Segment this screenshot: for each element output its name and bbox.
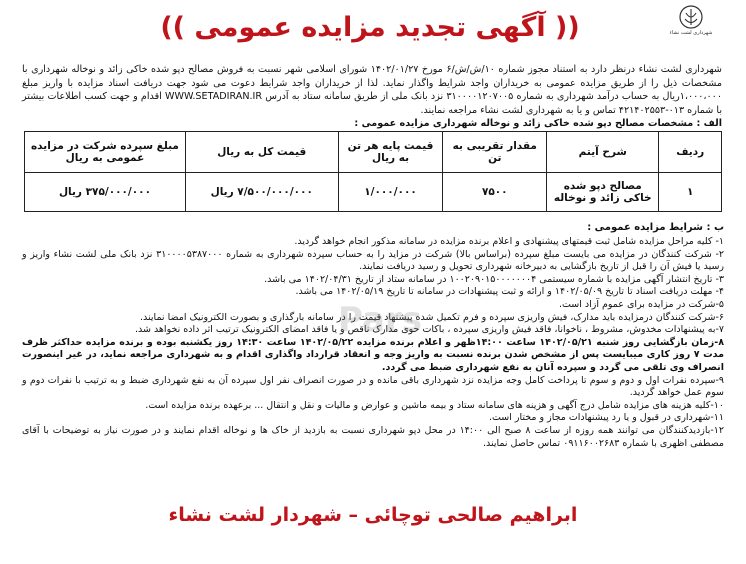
emblem-icon [678,4,704,30]
intro-section [22,63,722,131]
condition-item: ۸-زمان بازگشایی روز شنبه ۱۴۰۲/۰۵/۲۱ ساعت ۱۴:۰۰ظهر و اعلام برنده مزایده ۱۴۰۲/۰۵/۲۲ ساعت ۱۴:۳۰ روز یکشنبه بوده و برنده مزایده حداکثر ظرف مدت ۷ روز کاری میبایست پس از مشخص شدن برنده نسبت به واریز وجه و انعقاد قرارداد واگذاری اقدام و به شهرداری مراجعه نماید، در غیر اینصورت انصراف وی تلقی می گردد و سپرده آنان به نفع شهرداری ضبط می گردد. [22,336,724,373]
table-header-row [25,132,722,173]
cell-row-number: ۱ [659,173,722,212]
condition-item: ۲- شرکت کنندگان در مزایده می بایست مبلغ سپرده (براساس بالا) شرکت در مزاید را به حساب سپرده شهرداری به شماره ۳۱۰۰۰۰۵۳۸۷۰۰۰ نزد بانک ملی لشت نشاء واریز و رسید یا فیش آن را قبل از تاریخ بازگشایی به دبیرخانه شهرداری تحویل و رسید دریافت نمایند. [22,248,724,273]
notice-header [0,0,746,60]
intro-paragraph: شهرداری لشت نشاء درنظر دارد به استناد مجوز شماره ۱۰/ش/ش/۶ مورخ ۱۴۰۲/۰۱/۲۷ شورای اسلامی شهر نسبت به فروش مصالح دپو شده خاکی زائد و نوخاله شهرداری با مشخصات ذیل را از طریق مزایده عمومی به خریداران واجد شرایط واگذار نماید. لذا از خریداران واجد شرایط دعوت می شود جهت دریافت اسناد مزایده با واریز مبلغ ۱،۰۰۰،۰۰۰ریال به حساب درآمد شهرداری به شماره ۳۱۰۰۰۰۱۲۰۷۰۰۵ نزد بانک ملی از طریق سامانه ستاد به آدرس WWW.SETADIRAN.IR اقدام و جهت کسب اطلاعات بیشتر با شماره ۰۱۳-۴۲۱۴۰۲۵۵۳ تماس و یا به شهرداری لشت نشاء مراجعه نمایند. [22,64,722,116]
cell-description: مصالح دپو شده خاکی زائد و نوخاله [547,173,659,212]
condition-item: ۳- تاریخ انتشار آگهی مزایده با شماره سیستمی ۱۰۰۲۰۹۰۱۵۰۰۰۰۰۰۰۴ در سامانه ستاد از تاریخ ۱۴۰۲/۰۴/۳۱ می باشد. [264,273,724,285]
condition-item: ۵-شرکت در مزایده برای عموم آزاد است. [558,298,724,310]
condition-item: ۷-به پیشنهادات مخدوش، مشروط ، ناخوانا، فاقد فیش واریزی سپرده ، باکات حوی مدارک ناقص و یا فاقد امضای الکترونیک ترتیب اثر داده نخواهد شد. [134,324,724,336]
header-row-number: ردیف [659,132,722,173]
table-row [25,173,722,212]
items-table [24,131,722,212]
header-total-price: قیمت کل به ریال [185,132,338,173]
condition-item: ۴- مهلت دریافت اسناد تا تاریخ ۱۴۰۲/۰۵/۰۹ و ارائه و ثبت پیشنهادات در سامانه تا تاریخ ۱۴۰۲/۰۵/۱۹ می باشد. [295,286,724,298]
mayor-signature: ابراهیم صالحی توچائی – شهردار لشت نشاء [168,504,578,526]
condition-item: ۹-سپرده نفرات اول و دوم و سوم تا پرداخت کامل وجه مزایده نزد شهرداری باقی مانده و در صورت انصراف نفر اول سپرده آن به نفع شهرداری ضبط و به ترتیب با نفرات دوم و سوم عمل خواهد گردید. [22,374,724,399]
condition-item: ۱۲-بازدیدکنندگان می توانند همه روزه از ساعت ۸ صبح الی ۱۴:۰۰ در محل دپو شهرداری نسبت به بازدید از خاک ها و نوخاله اقدام نمایند و در صورت نیاز به توضیحات با آقای مصطفی اظهری با شماره ۰۹۱۱۶۰۰۲۶۸۳ تماس حاصل نمایند. [22,424,725,449]
conditions-list [22,236,724,450]
municipality-logo [666,4,716,48]
condition-item: ۱۰-کلیه هزینه های مزایده شامل درج آگهی و هزینه های سامانه ستاد و بیمه ماشین و عوارض و مالیات و نقل و انتقال ... برعهده برنده مزایده است. [145,399,724,411]
conditions-heading: ب : شرایط مزایده عمومی : [587,222,724,233]
condition-item: ۱۱-شهرداری در قبول و یا رد پیشنهادات مجاز و مختار است. [488,412,724,424]
section-a-heading: الف : مشخصات مصالح دپو شده خاکی زائد و نوخاله شهرداری مزایده عمومی : [354,118,722,129]
watermark: Pars [338,300,422,340]
condition-item: ۶-شرکت کنندگان درمزایده باید مدارک، فیش واریزی سپرده و فرم تکمیل شده پیشنهاد قیمت را در سامانه بارگذاری و بصورت الکترونیک امضا نمایند. [140,311,724,323]
cell-deposit: ۳۷۵/۰۰۰/۰۰۰ ریال [25,173,186,212]
notice-title: (( آگهی تجدید مزایده عمومی )) [160,12,580,43]
cell-unit-price: ۱/۰۰۰/۰۰۰ [338,173,443,212]
header-unit-price: قیمت پایه هر تن به ریال [338,132,443,173]
header-quantity: مقدار تقریبی به تن [443,132,547,173]
header-deposit: مبلغ سپرده شرکت در مزایده عمومی به ریال [25,132,186,173]
condition-item: ۱- کلیه مراحل مزایده شامل ثبت قیمتهای پیشنهادی و اعلام برنده مزایده در سامانه مذکور انجام خواهد گردید. [294,236,724,247]
cell-quantity: ۷۵۰۰ [443,173,547,212]
logo-text: شهرداری لشت نشاء [669,30,713,36]
cell-total-price: ۷/۵۰۰/۰۰۰/۰۰۰ ریال [185,173,338,212]
header-description: شرح آیتم [547,132,659,173]
